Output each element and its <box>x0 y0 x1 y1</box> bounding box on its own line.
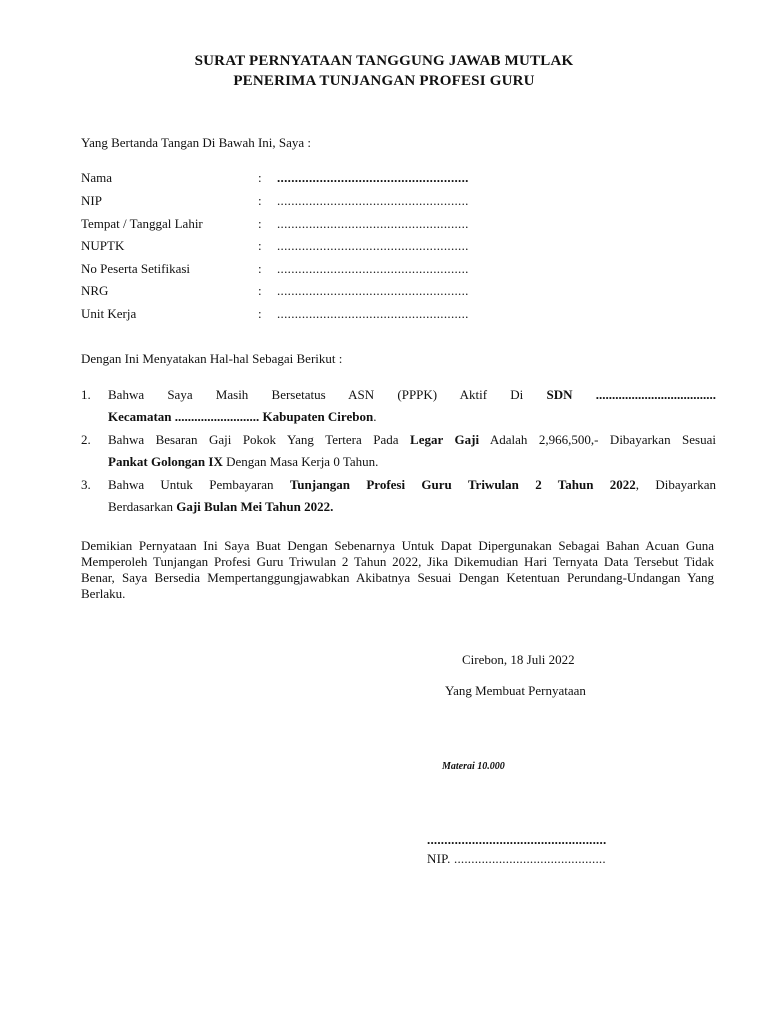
item-bold-text: Gaji Bulan Mei Tahun 2022. <box>176 499 334 514</box>
document-title-line1: SURAT PERNYATAAN TANGGUNG JAWAB MUTLAK <box>194 53 574 69</box>
field-value-nama: ...................................................... <box>277 170 469 185</box>
item-text: . <box>373 409 377 424</box>
item-bold-text: SDN <box>546 387 573 402</box>
item-bold-text: Kecamatan .......................... Kabupaten Cirebon <box>108 409 374 424</box>
item-text: Bahwa Untuk Pembayaran <box>108 477 290 492</box>
field-label-nuptk: NUPTK <box>81 238 125 253</box>
field-label-nip: NIP <box>81 193 102 208</box>
signature-place-date: Cirebon, 18 Juli 2022 <box>462 652 575 667</box>
item-1-line-2 <box>108 409 716 425</box>
field-label-nama: Nama <box>81 170 113 185</box>
item-text: , Dibayarkan <box>635 477 717 492</box>
field-label-no-peserta: No Peserta Setifikasi <box>81 261 191 276</box>
intro-text: Yang Bertanda Tangan Di Bawah Ini, Saya : <box>81 135 312 150</box>
field-label-nrg: NRG <box>81 283 109 298</box>
item-2-line-2 <box>108 454 716 470</box>
item-2-line-1 <box>108 432 716 448</box>
field-colon: : <box>258 193 262 208</box>
field-label-ttl: Tempat / Tanggal Lahir <box>81 216 203 231</box>
field-value-unit-kerja: ...................................................... <box>277 306 469 321</box>
item-text: Adalah 2,966,500,- Dibayarkan Sesuai <box>479 432 717 447</box>
field-value-nrg: ...................................................... <box>277 283 469 298</box>
item-3-line-2 <box>108 499 716 515</box>
item-text: Bahwa Saya Masih Bersetatus ASN (PPPK) Aktif Di <box>108 387 547 402</box>
item-text: Bahwa Besaran Gaji Pokok Yang Tertera Pada <box>108 432 411 447</box>
document-title-line2: PENERIMA TUNJANGAN PROFESI GURU <box>233 73 535 89</box>
field-colon: : <box>258 170 262 185</box>
signature-name-line: .................................................... <box>427 832 607 847</box>
field-value-nuptk: ...................................................... <box>277 238 469 253</box>
item-number: 1. <box>81 387 91 402</box>
field-colon: : <box>258 306 262 321</box>
field-value-ttl: ...................................................... <box>277 216 469 231</box>
signature-maker-label: Yang Membuat Pernyataan <box>445 683 586 698</box>
item-text: ..................................... <box>572 387 716 402</box>
signature-nip: NIP. ............................................ <box>427 851 606 866</box>
field-label-unit-kerja: Unit Kerja <box>81 306 137 321</box>
field-colon: : <box>258 283 262 298</box>
materai-stamp-label: Materai 10.000 <box>442 761 505 772</box>
item-bold-text: Pankat Golongan IX <box>108 454 223 469</box>
field-colon: : <box>258 261 262 276</box>
item-text: Dengan Masa Kerja 0 Tahun. <box>222 454 379 469</box>
field-value-nip: ...................................................... <box>277 193 469 208</box>
field-colon: : <box>258 216 262 231</box>
item-bold-text: Tunjangan Profesi Guru Triwulan 2 Tahun 2022 <box>289 477 636 492</box>
statement-intro: Dengan Ini Menyatakan Hal-hal Sebagai Berikut : <box>81 351 343 366</box>
item-1-line-1 <box>108 387 716 403</box>
field-colon: : <box>258 238 262 253</box>
item-3-line-1 <box>108 477 716 493</box>
field-value-no-peserta: ...................................................... <box>277 261 469 276</box>
item-number: 2. <box>81 432 91 447</box>
item-bold-text: Legar Gaji <box>410 432 480 447</box>
item-number: 3. <box>81 477 91 492</box>
closing-paragraph: Demikian Pernyataan Ini Saya Buat Dengan Sebenarnya Untuk Dapat Dipergunakan Sebagai Bahan Acuan Guna Memperoleh Tunjangan Profesi Guru Triwulan 2 Tahun 2022, Jika Dikemudian Hari Ternyata Data Tersebut Tidak Benar, Saya Bersedia Mempertanggungjawabkan Akibatnya Sesuai Dengan Ketentuan Perundang-Undangan Yang Berlaku. <box>81 538 714 601</box>
item-text: Berdasarkan <box>108 499 177 514</box>
